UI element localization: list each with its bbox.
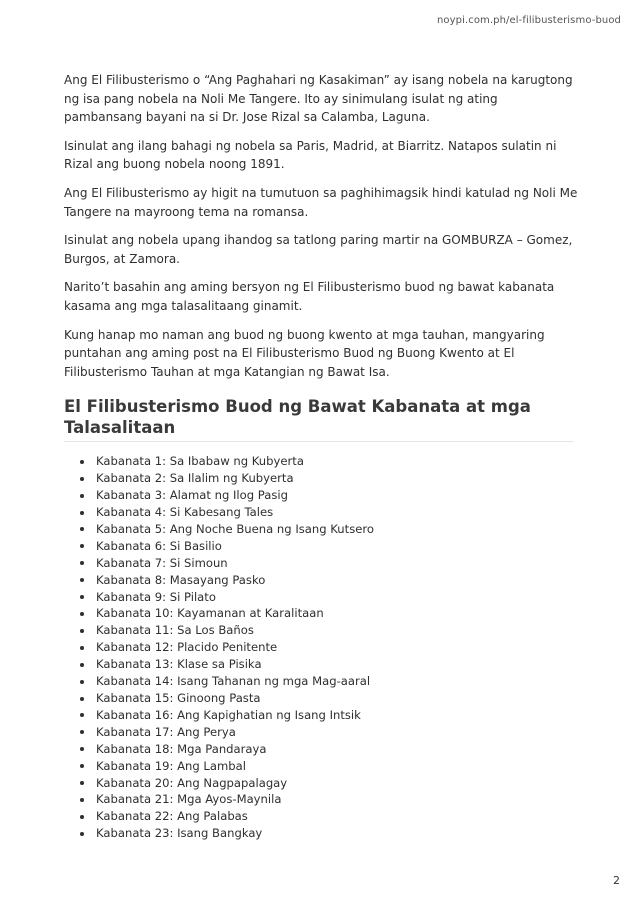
bullet-icon: [80, 697, 84, 701]
bullet-icon: [80, 798, 84, 802]
bullet-icon: [80, 663, 84, 667]
paragraph-version-note: Narito’t basahin ang aming bersyon ng El Filibusterismo buod ng bawat kabanata kasama ang mga talasalitaang ginamit.: [64, 280, 555, 313]
chapter-link[interactable]: Kabanata 18: Mga Pandaraya: [96, 741, 267, 756]
bullet-icon: [80, 730, 84, 734]
bullet-icon: [80, 629, 84, 633]
chapter-link[interactable]: Kabanata 23: Isang Bangkay: [96, 826, 263, 841]
chapter-list: [64, 453, 579, 842]
chapter-list-item[interactable]: [64, 605, 579, 622]
section-heading: El Filibusterismo Buod ng Bawat Kabanata at mga Talasalitaan: [64, 397, 574, 442]
paragraph-theme: Ang El Filibusterismo ay higit na tumutuon sa paghihimagsik hindi katulad ng Noli Me Tangere na mayroong tema na romansa.: [64, 185, 578, 219]
chapter-list-item[interactable]: [64, 724, 579, 741]
bullet-icon: [80, 832, 84, 836]
chapter-link[interactable]: Kabanata 22: Ang Palabas: [96, 809, 248, 824]
chapter-link[interactable]: Kabanata 1: Sa Ibabaw ng Kubyerta: [96, 454, 304, 469]
chapter-link[interactable]: Kabanata 4: Si Kabesang Tales: [96, 505, 274, 520]
bullet-icon: [80, 646, 84, 650]
chapter-link[interactable]: Kabanata 14: Isang Tahanan ng mga Mag-aaral: [96, 674, 371, 689]
bullet-icon: [80, 511, 84, 515]
chapter-list-item[interactable]: [64, 690, 579, 707]
page-content: [64, 71, 579, 842]
bullet-icon: [80, 544, 84, 548]
chapter-link[interactable]: Kabanata 20: Ang Nagpapalagay: [96, 775, 288, 790]
bullet-icon: [80, 460, 84, 464]
intro-paragraph: Ang El Filibusterismo o “Ang Paghahari ng Kasakiman” ay isang nobela na karugtong ng isa pang nobela na Noli Me Tangere. Ito ay sinimulang isulat ng ating pambansang bayani na si Dr. Jose Rizal sa Calamba, Laguna.: [64, 73, 573, 125]
bullet-icon: [80, 477, 84, 481]
chapter-link[interactable]: Kabanata 5: Ang Noche Buena ng Isang Kutsero: [96, 521, 374, 536]
chapter-list-item[interactable]: [64, 589, 579, 606]
chapter-list-item[interactable]: [64, 622, 579, 639]
chapter-list-item[interactable]: [64, 538, 579, 555]
bullet-icon: [80, 595, 84, 599]
bullet-icon: [80, 527, 84, 531]
chapter-link[interactable]: Kabanata 15: Ginoong Pasta: [96, 691, 261, 705]
bullet-icon: [80, 612, 84, 616]
chapter-link[interactable]: Kabanata 9: Si Pilato: [96, 589, 216, 604]
chapter-link[interactable]: Kabanata 10: Kayamanan at Karalitaan: [96, 606, 324, 621]
chapter-list-item[interactable]: [64, 555, 579, 572]
paragraph-dedication: Isinulat ang nobela upang ihandog sa tatlong paring martir na GOMBURZA – Gomez, Burgos, at Zamora.: [64, 233, 573, 266]
chapter-list-item[interactable]: [64, 673, 579, 690]
paragraph-related-post: Kung hanap mo naman ang buod ng buong kwento at mga tauhan, mangyaring puntahan ang aming post na El Filibusterismo Buod ng Buong Kwento at El Filibusterismo Tauhan at mga Katangian ng Bawat Isa.: [64, 327, 545, 379]
bullet-icon: [80, 494, 84, 498]
source-url: noypi.com.ph/el-filibusterismo-buod: [436, 15, 621, 26]
chapter-link[interactable]: Kabanata 12: Placido Penitente: [96, 640, 278, 655]
chapter-list-item[interactable]: [64, 487, 579, 504]
chapter-list-item[interactable]: [64, 775, 579, 792]
chapter-list-item[interactable]: [64, 639, 579, 656]
chapter-list-item[interactable]: [64, 504, 579, 521]
bullet-icon: [80, 815, 84, 819]
paragraph-writing-places: Isinulat ang ilang bahagi ng nobela sa Paris, Madrid, at Biarritz. Natapos sulatin ni Rizal ang buong nobela noong 1891.: [64, 138, 557, 172]
chapter-list-item[interactable]: [64, 791, 579, 808]
chapter-list-item[interactable]: [64, 808, 579, 825]
chapter-link[interactable]: Kabanata 17: Ang Perya: [96, 724, 236, 739]
chapter-list-item[interactable]: [64, 656, 579, 673]
chapter-link[interactable]: Kabanata 16: Ang Kapighatian ng Isang Intsik: [96, 707, 361, 722]
chapter-list-item[interactable]: [64, 707, 579, 724]
bullet-icon: [80, 561, 84, 565]
chapter-list-item[interactable]: [64, 741, 579, 758]
bullet-icon: [80, 764, 84, 768]
bullet-icon: [80, 781, 84, 785]
chapter-list-item[interactable]: [64, 521, 579, 538]
bullet-icon: [80, 578, 84, 582]
chapter-link[interactable]: Kabanata 2: Sa Ilalim ng Kubyerta: [96, 471, 294, 486]
chapter-link[interactable]: Kabanata 13: Klase sa Pisika: [96, 657, 262, 672]
bullet-icon: [80, 713, 84, 717]
chapter-link[interactable]: Kabanata 6: Si Basilio: [96, 538, 222, 553]
bullet-icon: [80, 680, 84, 684]
chapter-link[interactable]: Kabanata 21: Mga Ayos-Maynila: [96, 792, 282, 807]
chapter-list-item[interactable]: [64, 453, 579, 470]
chapter-list-item[interactable]: [64, 572, 579, 589]
chapter-link[interactable]: Kabanata 11: Sa Los Baños: [96, 623, 254, 638]
chapter-link[interactable]: Kabanata 19: Ang Lambal: [96, 758, 246, 773]
chapter-link[interactable]: Kabanata 3: Alamat ng Ilog Pasig: [96, 488, 288, 503]
chapter-list-item[interactable]: [64, 470, 579, 487]
bullet-icon: [80, 747, 84, 751]
chapter-link[interactable]: Kabanata 8: Masayang Pasko: [96, 572, 266, 587]
chapter-list-item[interactable]: [64, 758, 579, 775]
chapter-list-item[interactable]: [64, 825, 579, 842]
chapter-link[interactable]: Kabanata 7: Si Simoun: [96, 555, 228, 570]
page-number: 2: [613, 874, 620, 887]
